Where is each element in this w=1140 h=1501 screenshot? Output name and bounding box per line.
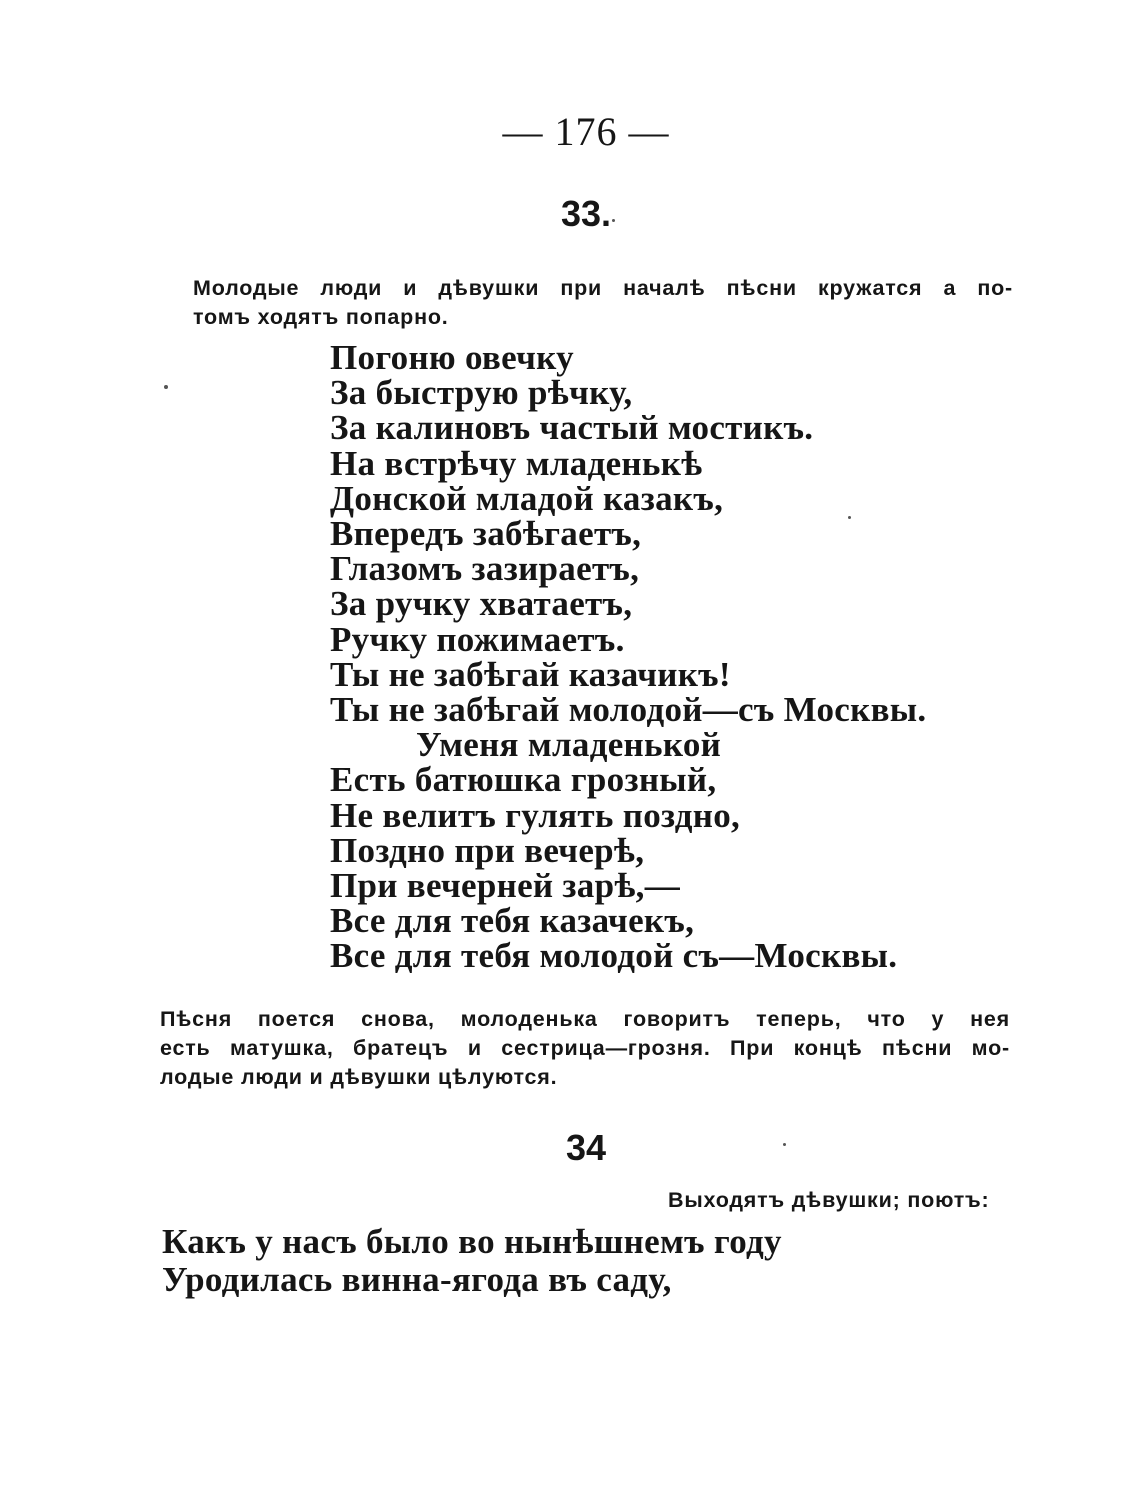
song-number-34: 34 — [565, 1127, 607, 1168]
verse-line: За ручку хватаетъ, — [330, 584, 633, 624]
ink-speck — [164, 385, 168, 389]
song-number-33: 33. — [560, 193, 612, 234]
direction-line: лодые люди и дѣвушки цѣлуются. — [160, 1065, 558, 1089]
ink-speck — [783, 1143, 786, 1146]
stage-direction-song34: Выходятъ дѣвушки; поютъ: — [668, 1188, 990, 1212]
direction-line: Молодые люди и дѣвушки при началѣ пѣсни кружатся а по- — [193, 276, 1013, 300]
ink-speck — [848, 516, 851, 519]
verse-line: При вечерней зарѣ,— — [330, 866, 681, 906]
verse-line: Глазомъ зазираетъ, — [330, 549, 640, 589]
verse-line: Ручку пожимаетъ. — [330, 619, 625, 659]
page-number: — 176 — — [502, 109, 670, 154]
verse-line: Погоню овечку — [330, 338, 574, 377]
verse-line: Все для тебя молодой съ—Москвы. — [330, 936, 898, 976]
direction-line: томъ ходятъ попарно. — [193, 305, 449, 329]
verse-line: Уродилась винна-ягода въ саду, — [162, 1260, 672, 1299]
verse-line: Уменя младенькой — [416, 725, 722, 765]
stage-direction-outro — [160, 1005, 1010, 1092]
verse-line: На встрѣчу младенькѣ — [330, 443, 703, 483]
song-34-verse — [162, 1223, 782, 1299]
direction-line: Пѣсня поется снова, молоденька говоритъ теперь, что у нея — [160, 1007, 1010, 1031]
stage-direction-intro — [193, 274, 1013, 332]
verse-line: Впередъ забѣгаетъ, — [330, 514, 642, 554]
verse-line: Донской младой казакъ, — [330, 478, 724, 518]
verse-line: Не велитъ гулять поздно, — [330, 795, 741, 835]
verse-line: Ты не забѣгай казачикъ! — [330, 654, 731, 694]
verse-line: Ты не забѣгай молодой—съ Москвы. — [330, 690, 927, 730]
verse-line: Поздно при вечерѣ, — [330, 830, 645, 870]
direction-line: есть матушка, братецъ и сестрица—грозня. При концѣ пѣсни мо- — [160, 1036, 1010, 1060]
song-33-verse — [330, 340, 926, 974]
verse-line: За калиновъ частый мостикъ. — [330, 408, 814, 448]
verse-line: Все для тебя казачекъ, — [330, 901, 695, 941]
verse-line: За быструю рѣчку, — [330, 373, 633, 413]
ink-speck — [612, 219, 615, 222]
verse-line: Какъ у насъ было во нынѣшнемъ году — [162, 1222, 782, 1261]
verse-line: Есть батюшка грозный, — [330, 760, 717, 800]
